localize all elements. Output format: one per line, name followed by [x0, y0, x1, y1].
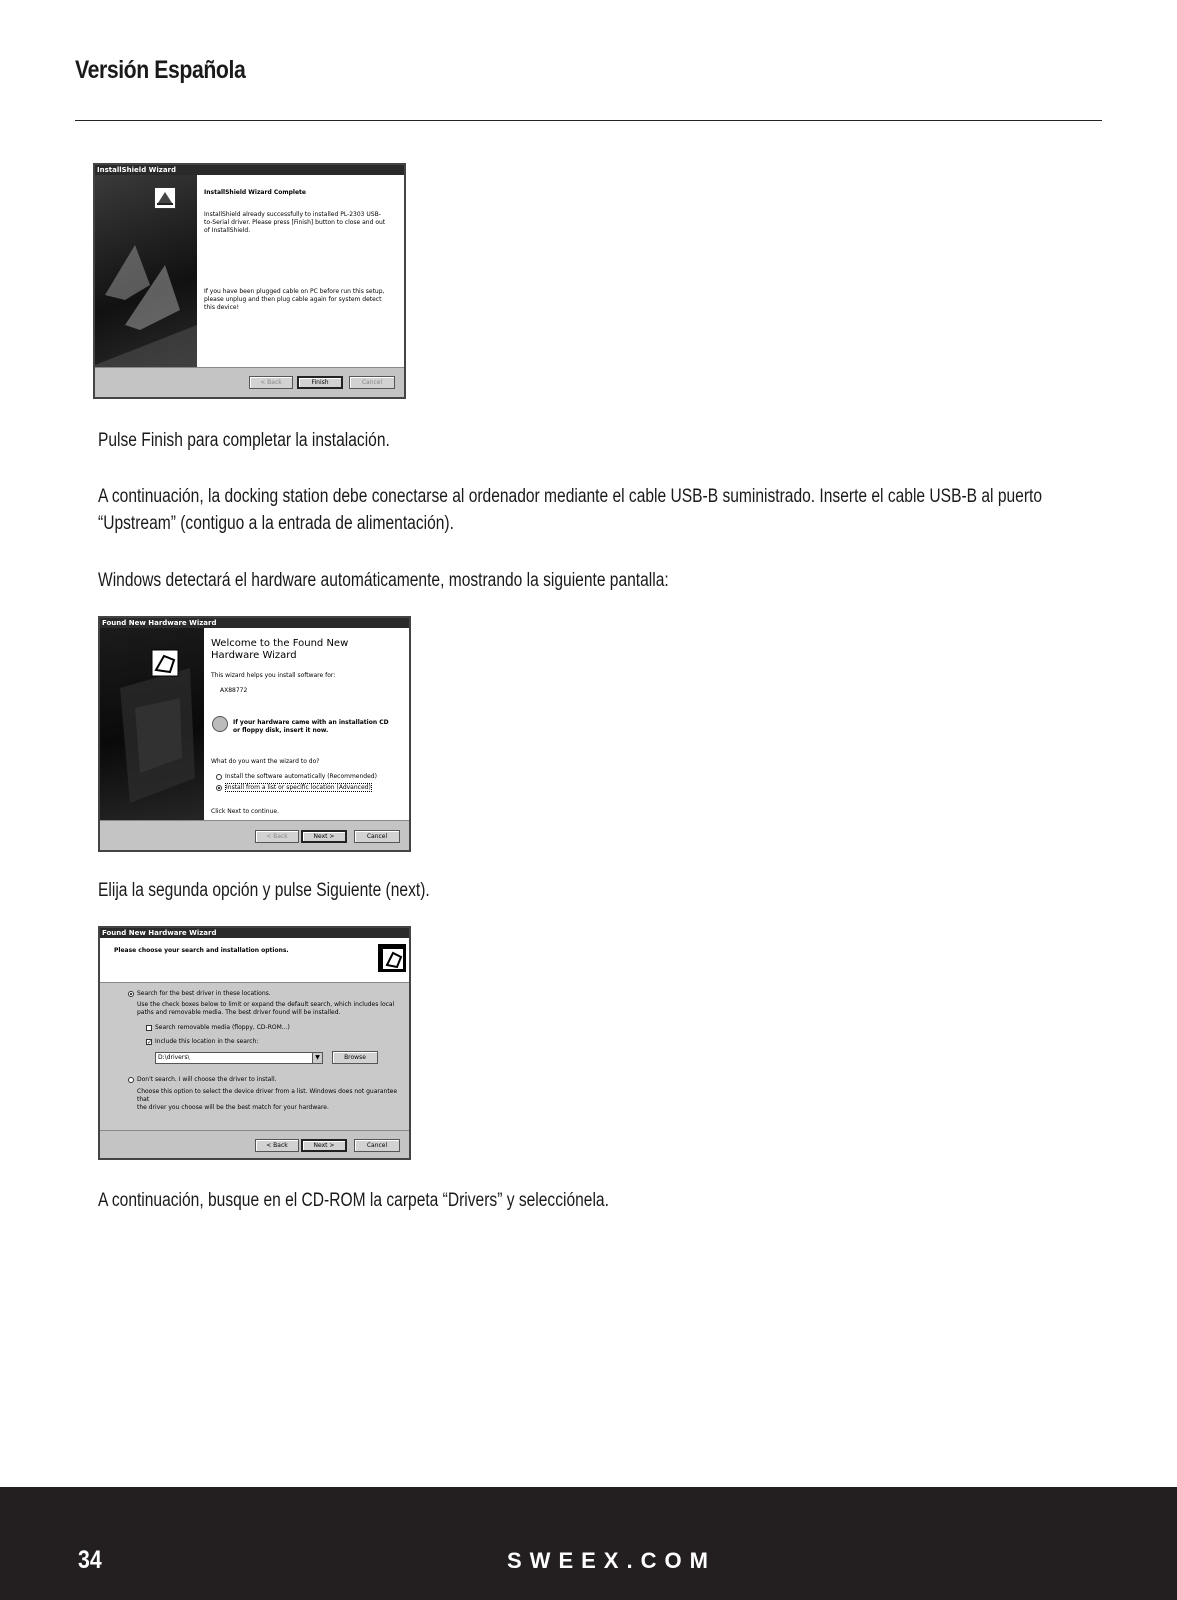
dont-desc-line2: the driver you choose will be the best match for your hardware. [137, 1104, 329, 1111]
paragraph-connect-line2: “Upstream” (contiguo a la entrada de alimentación). [98, 513, 454, 534]
dialog-note-text: If you have been plugged cable on PC before run this setup, please unplug and then plug cable again for system detect this device! [204, 288, 385, 311]
checkbox-removable[interactable] [146, 1025, 152, 1031]
wizard-art-graphic [100, 628, 204, 823]
dialog-body-text: InstallShield already successfully to installed PL-2303 USB-to-Serial driver. Please press [Finish] button to close and out of InstallShield. [204, 211, 386, 234]
option-search-label: Search for the best driver in these locations. [137, 990, 271, 997]
next-button[interactable]: Next > [301, 830, 347, 843]
intro-text: This wizard helps you install software for: [211, 672, 336, 679]
cancel-button[interactable]: Cancel [354, 830, 400, 843]
cd-icon [212, 716, 228, 732]
installshield-dialog-screenshot [93, 163, 406, 399]
wizard-side-art [95, 175, 197, 369]
check-removable-media[interactable] [146, 1024, 290, 1032]
option-advanced[interactable] [216, 784, 372, 792]
search-desc-line2: paths and removable media. The best driver found will be installed. [137, 1009, 341, 1016]
finish-button[interactable]: Finish [297, 376, 343, 389]
checkbox-location[interactable]: ✓ [147, 1038, 153, 1046]
dialog-titlebar: Found New Hardware Wizard [100, 618, 409, 628]
option-advanced-label: Install from a list or specific location (Advanced) [226, 784, 371, 791]
dialog-heading: Please choose your search and installation options. [114, 947, 289, 954]
paragraph-finish: Pulse Finish para completar la instalación. [98, 430, 390, 451]
radio-dont-search[interactable] [128, 1077, 134, 1083]
dialog-heading [211, 638, 348, 662]
dialog-heading: InstallShield Wizard Complete [204, 189, 306, 196]
page-title: Versión Española [75, 56, 246, 84]
device-name: AX88772 [220, 687, 248, 694]
back-button[interactable]: < Back [255, 830, 299, 843]
chevron-down-icon[interactable]: ▼ [312, 1053, 322, 1063]
heading-line1: Welcome to the Found New [211, 638, 349, 649]
dialog-titlebar: InstallShield Wizard [95, 165, 404, 175]
header-divider [75, 120, 1102, 121]
heading-line2: Hardware Wizard [211, 650, 297, 661]
check-removable-label: Search removable media (floppy, CD-ROM...) [155, 1024, 290, 1031]
continue-note: Click Next to continue. [211, 808, 280, 815]
page-footer [0, 1487, 1177, 1600]
back-button[interactable]: < Back [249, 376, 293, 389]
radio-automatic[interactable] [216, 774, 222, 780]
brand-url: SWEEX.COM [507, 1548, 716, 1573]
cancel-button[interactable]: Cancel [349, 376, 395, 389]
search-options-screenshot [98, 926, 411, 1160]
option-dont-search-label: Don't search. I will choose the driver to install. [137, 1076, 277, 1083]
path-combobox[interactable] [155, 1052, 323, 1064]
hardware-icon [378, 944, 406, 972]
dont-desc-line1: Choose this option to select the device driver from a list. Windows does not guarantee that [137, 1088, 398, 1103]
cd-note [233, 719, 389, 735]
path-value: D:\drivers\ [158, 1054, 190, 1061]
browse-button[interactable]: Browse [332, 1051, 378, 1064]
check-location-label: Include this location in the search: [155, 1038, 259, 1045]
radio-search[interactable] [128, 991, 134, 997]
check-include-location[interactable] [146, 1038, 258, 1046]
option-dont-search[interactable] [128, 1076, 277, 1084]
wizard-side-art [100, 628, 204, 823]
paragraph-connect-line1: A continuación, la docking station debe conectarse al ordenador mediante el cable USB-B suministrado. Inserte el cable USB-B al puerto [98, 486, 1042, 507]
wizard-question: What do you want the wizard to do? [211, 758, 320, 765]
radio-advanced[interactable] [216, 785, 222, 791]
paragraph-browse-drivers: A continuación, busque en el CD-ROM la carpeta “Drivers” y selecciónela. [98, 1190, 609, 1211]
option-automatic[interactable] [216, 773, 377, 781]
dialog-header [100, 938, 409, 983]
found-hardware-welcome-screenshot [98, 616, 411, 852]
option-search[interactable] [128, 990, 271, 998]
option-automatic-label: Install the software automatically (Recommended) [225, 773, 377, 780]
paragraph-detect: Windows detectará el hardware automáticamente, mostrando la siguiente pantalla: [98, 570, 669, 591]
search-description [137, 1001, 394, 1017]
dialog-content [197, 175, 404, 369]
page-number: 34 [78, 1546, 102, 1574]
paragraph-choose-option: Elija la segunda opción y pulse Siguiente (next). [98, 880, 430, 901]
cd-note-line1: If your hardware came with an installation CD [233, 719, 389, 726]
dialog-button-bar [95, 367, 404, 397]
cancel-button[interactable]: Cancel [354, 1139, 400, 1152]
dialog-titlebar: Found New Hardware Wizard [100, 928, 409, 938]
installshield-icon [154, 187, 176, 209]
dialog-button-bar [100, 1130, 409, 1158]
next-button[interactable]: Next > [301, 1139, 347, 1152]
search-desc-line1: Use the check boxes below to limit or expand the default search, which includes local [137, 1001, 395, 1008]
wizard-art-graphic [95, 175, 197, 369]
dialog-content [204, 628, 409, 823]
back-button[interactable]: < Back [255, 1139, 299, 1152]
cd-note-line2: or floppy disk, insert it now. [233, 727, 329, 734]
dont-search-description [137, 1088, 409, 1112]
dialog-button-bar [100, 820, 409, 850]
